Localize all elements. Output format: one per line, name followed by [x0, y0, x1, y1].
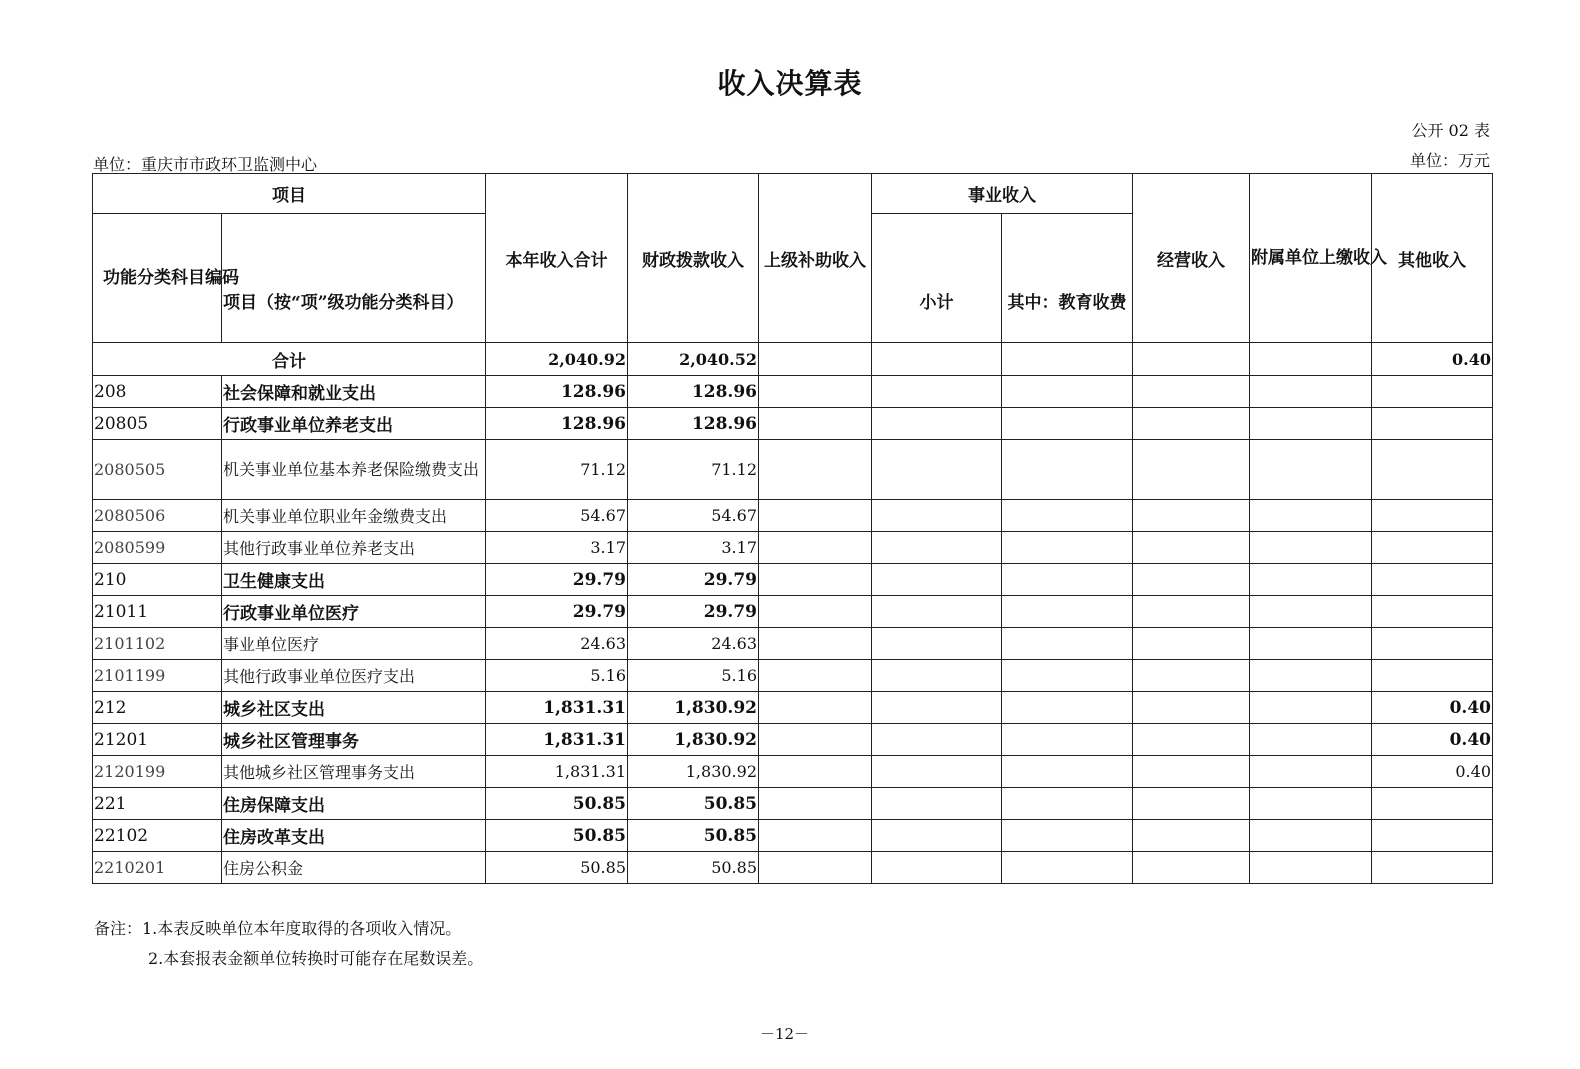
row-name: 其他城乡社区管理事务支出 — [222, 756, 486, 788]
row-code: 210 — [93, 564, 222, 596]
table-row — [93, 408, 1493, 440]
row-code: 2101102 — [93, 628, 222, 660]
row-other — [1372, 408, 1493, 440]
row-name: 其他行政事业单位医疗支出 — [222, 660, 486, 692]
row-total: 54.67 — [486, 500, 628, 532]
row-fiscal: 1,830.92 — [628, 724, 759, 756]
row-code: 21201 — [93, 724, 222, 756]
row-other — [1372, 564, 1493, 596]
row-fiscal: 128.96 — [628, 376, 759, 408]
row-code: 21011 — [93, 596, 222, 628]
table-row — [93, 564, 1493, 596]
row-total: 50.85 — [486, 820, 628, 852]
table-row — [93, 852, 1493, 884]
row-other — [1372, 788, 1493, 820]
row-name: 住房公积金 — [222, 852, 486, 884]
row-name: 行政事业单位养老支出 — [222, 408, 486, 440]
row-name: 城乡社区管理事务 — [222, 724, 486, 756]
header-affiliated: 附属单位上缴收入 — [1250, 174, 1372, 343]
header-project: 项目 — [93, 174, 486, 214]
total-label: 合计 — [93, 343, 486, 376]
row-other — [1372, 532, 1493, 564]
row-code: 2080506 — [93, 500, 222, 532]
row-name: 住房保障支出 — [222, 788, 486, 820]
unit-organization: 单位：重庆市市政环卫监测中心 — [93, 155, 318, 174]
note-line-2: 2.本套报表金额单位转换时可能存在尾数误差。 — [148, 949, 484, 968]
row-other — [1372, 500, 1493, 532]
row-name: 城乡社区支出 — [222, 692, 486, 724]
row-total: 128.96 — [486, 408, 628, 440]
total-total: 2,040.92 — [486, 343, 628, 376]
table-row — [93, 660, 1493, 692]
header-subtotal: 小计 — [872, 214, 1002, 343]
row-fiscal: 50.85 — [628, 852, 759, 884]
row-total: 29.79 — [486, 596, 628, 628]
row-other — [1372, 596, 1493, 628]
table-row — [93, 376, 1493, 408]
row-code: 2210201 — [93, 852, 222, 884]
total-row — [93, 343, 1493, 376]
row-total: 5.16 — [486, 660, 628, 692]
note-line-1: 备注：1.本表反映单位本年度取得的各项收入情况。 — [94, 919, 462, 938]
row-total: 71.12 — [486, 440, 628, 500]
table-row — [93, 756, 1493, 788]
page-title: 收入决算表 — [717, 67, 863, 100]
row-fiscal: 5.16 — [628, 660, 759, 692]
table-row — [93, 820, 1493, 852]
unit-currency: 单位：万元 — [1409, 151, 1490, 170]
row-other — [1372, 660, 1493, 692]
notes — [94, 914, 483, 974]
row-fiscal: 3.17 — [628, 532, 759, 564]
income-table — [92, 173, 1493, 884]
row-fiscal: 71.12 — [628, 440, 759, 500]
row-total: 128.96 — [486, 376, 628, 408]
row-code: 2101199 — [93, 660, 222, 692]
table-row — [93, 532, 1493, 564]
row-code: 22102 — [93, 820, 222, 852]
header-superior: 上级补助收入 — [759, 174, 872, 343]
row-other — [1372, 628, 1493, 660]
row-fiscal: 29.79 — [628, 596, 759, 628]
row-fiscal: 1,830.92 — [628, 692, 759, 724]
row-other — [1372, 852, 1493, 884]
row-fiscal: 50.85 — [628, 820, 759, 852]
row-total: 24.63 — [486, 628, 628, 660]
row-name: 社会保障和就业支出 — [222, 376, 486, 408]
row-name: 行政事业单位医疗 — [222, 596, 486, 628]
row-name: 其他行政事业单位养老支出 — [222, 532, 486, 564]
header-operating: 经营收入 — [1133, 174, 1250, 343]
row-code: 2080599 — [93, 532, 222, 564]
row-other: 0.40 — [1372, 692, 1493, 724]
row-code: 2120199 — [93, 756, 222, 788]
row-name: 机关事业单位基本养老保险缴费支出 — [222, 440, 486, 500]
header-code: 功能分类科目编码 — [93, 214, 222, 343]
row-other — [1372, 376, 1493, 408]
row-total: 50.85 — [486, 852, 628, 884]
form-number: 公开 02 表 — [1411, 121, 1490, 140]
table-row — [93, 440, 1493, 500]
row-name: 住房改革支出 — [222, 820, 486, 852]
row-fiscal: 1,830.92 — [628, 756, 759, 788]
row-name: 事业单位医疗 — [222, 628, 486, 660]
row-code: 212 — [93, 692, 222, 724]
table-row — [93, 788, 1493, 820]
row-total: 1,831.31 — [486, 756, 628, 788]
row-other — [1372, 820, 1493, 852]
total-other: 0.40 — [1372, 343, 1493, 376]
row-total: 29.79 — [486, 564, 628, 596]
row-fiscal: 54.67 — [628, 500, 759, 532]
header-item: 项目（按“项”级功能分类科目） — [222, 214, 486, 343]
table-row — [93, 596, 1493, 628]
row-fiscal: 24.63 — [628, 628, 759, 660]
row-name: 机关事业单位职业年金缴费支出 — [222, 500, 486, 532]
header-edu-fee: 其中：教育收费 — [1002, 214, 1133, 343]
row-other: 0.40 — [1372, 724, 1493, 756]
page-number: －12－ — [759, 1025, 810, 1043]
table-row — [93, 724, 1493, 756]
row-fiscal: 128.96 — [628, 408, 759, 440]
row-other: 0.40 — [1372, 756, 1493, 788]
header-business-income: 事业收入 — [872, 174, 1133, 214]
table-row — [93, 500, 1493, 532]
row-fiscal: 29.79 — [628, 564, 759, 596]
row-code: 20805 — [93, 408, 222, 440]
table-row — [93, 692, 1493, 724]
row-name: 卫生健康支出 — [222, 564, 486, 596]
row-code: 221 — [93, 788, 222, 820]
row-other — [1372, 440, 1493, 500]
row-total: 1,831.31 — [486, 692, 628, 724]
table-row — [93, 628, 1493, 660]
header-other: 其他收入 — [1372, 174, 1493, 343]
row-total: 50.85 — [486, 788, 628, 820]
header-total: 本年收入合计 — [486, 174, 628, 343]
row-fiscal: 50.85 — [628, 788, 759, 820]
row-code: 208 — [93, 376, 222, 408]
row-code: 2080505 — [93, 440, 222, 500]
row-total: 1,831.31 — [486, 724, 628, 756]
header-fiscal: 财政拨款收入 — [628, 174, 759, 343]
row-total: 3.17 — [486, 532, 628, 564]
total-fiscal: 2,040.52 — [628, 343, 759, 376]
